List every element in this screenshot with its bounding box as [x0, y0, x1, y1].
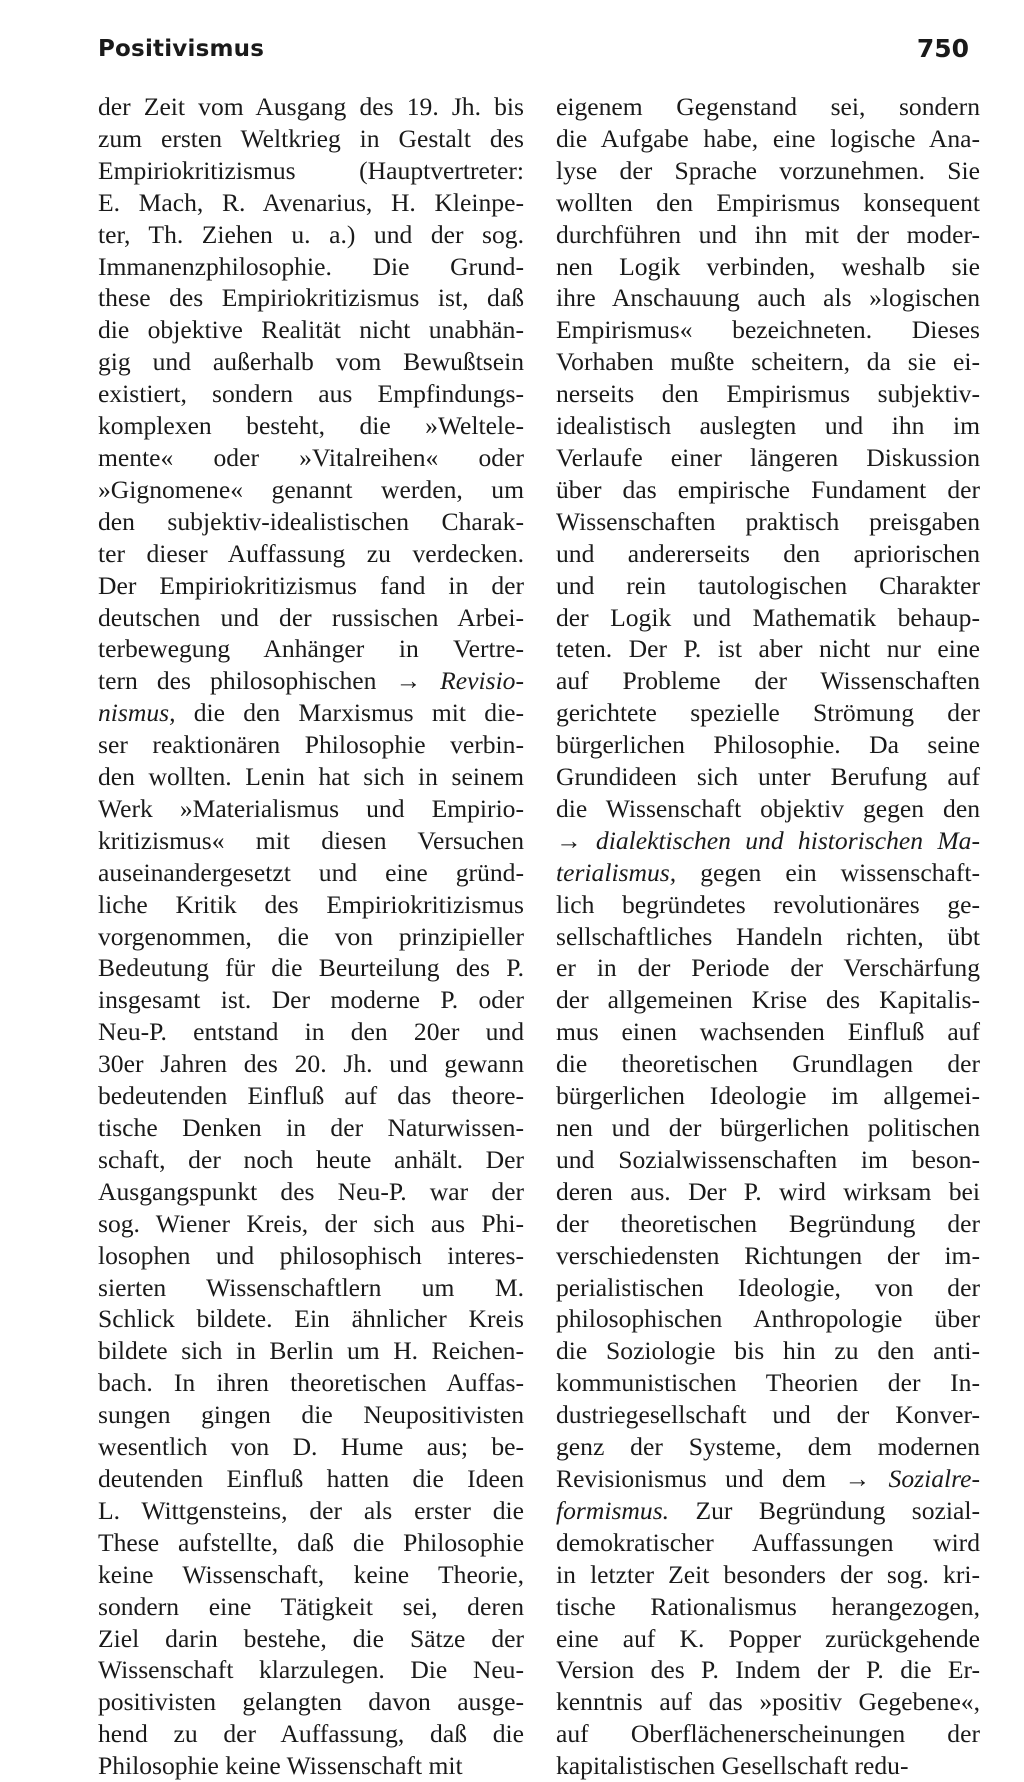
text-line: mus einen wachsenden Einfluß auf [556, 1017, 980, 1047]
text-line: perialistischen Ideologie, von der [556, 1272, 980, 1302]
text-line: Der Empiriokritizismus fand in der [98, 570, 524, 600]
text-line: kenntnis auf das »positiv Gegebene«, [556, 1687, 980, 1717]
text-line: 30er Jahren des 20. Jh. und gewann [98, 1049, 524, 1079]
text-line: keine Wissenschaft, keine Theorie, [98, 1559, 524, 1589]
cross-reference: Revisio- [440, 666, 524, 696]
text-line: These aufstellte, daß die Philosophie [98, 1527, 524, 1557]
text-line: die Soziologie bis hin zu den anti- [556, 1336, 980, 1366]
text-line: auf Probleme der Wissenschaften [556, 666, 980, 696]
text-line: idealistisch auslegten und ihn im [556, 411, 980, 441]
text-line: der theoretischen Begründung der [556, 1208, 980, 1238]
text-line: der Logik und Mathematik behaup- [556, 602, 980, 632]
text-line: Empiriokritizismus (Hauptvertreter: [98, 155, 524, 185]
text-line: Verlaufe einer längeren Diskussion [556, 442, 980, 472]
text-line: die Wissenschaft objektiv gegen den [556, 793, 980, 823]
text-line: ter dieser Auffassung zu verdecken. [98, 538, 524, 568]
text-line: nen Logik verbinden, weshalb sie [556, 251, 980, 281]
text-line: Revisionismus und dem → Sozialre- [556, 1463, 980, 1493]
text-line: ihre Anschauung auch als »logischen [556, 283, 980, 313]
text-line: mente« oder »Vitalreihen« oder [98, 442, 524, 472]
text-line: terialismus, gegen ein wissenschaft- [556, 857, 980, 887]
text-line: die theoretischen Grundlagen der [556, 1049, 980, 1079]
text-line: er in der Periode der Verschärfung [556, 953, 980, 983]
text-line: eigenem Gegenstand sei, sondern [556, 92, 980, 121]
text-line: L. Wittgensteins, der als erster die [98, 1495, 524, 1525]
text-line: Wissenschaften praktisch preisgaben [556, 506, 980, 536]
text-line: Empirismus« bezeichneten. Dieses [556, 315, 980, 345]
cross-reference: formismus. [556, 1495, 670, 1525]
text-line: Ausgangspunkt des Neu-P. war der [98, 1176, 524, 1206]
text-line: philosophischen Anthropologie über [556, 1304, 980, 1334]
text-line: bildete sich in Berlin um H. Reichen- [98, 1336, 524, 1366]
text-line: Immanenzphilosophie. Die Grund- [98, 251, 524, 281]
text-line: wollten den Empirismus konsequent [556, 187, 980, 217]
text-line: sog. Wiener Kreis, der sich aus Phi- [98, 1208, 524, 1238]
text-line: deutschen und der russischen Arbei- [98, 602, 524, 632]
text-line: → dialektischen und historischen Ma- [556, 825, 980, 855]
text-line: Grundideen sich unter Berufung auf [556, 762, 980, 792]
text-line: »Gignomene« genannt werden, um [98, 474, 524, 504]
text-line: die Aufgabe habe, eine logische Ana- [556, 123, 980, 153]
text-line: verschiedensten Richtungen der im- [556, 1240, 980, 1270]
text-line: tische Rationalismus herangezogen, [556, 1591, 980, 1621]
cross-reference: dialektischen und historischen Ma- [595, 825, 980, 855]
text-line: formismus. Zur Begründung sozial- [556, 1495, 980, 1525]
text-column-right [556, 91, 980, 1782]
text-line: genz der Systeme, dem modernen [556, 1432, 980, 1462]
text-line: nerseits den Empirismus subjektiv- [556, 379, 980, 409]
text-line: E. Mach, R. Avenarius, H. Kleinpe- [98, 187, 524, 217]
cross-reference: Sozialre- [888, 1463, 980, 1493]
text-line: eine auf K. Popper zurückgehende [556, 1623, 980, 1653]
text-line: terbewegung Anhänger in Vertre- [98, 634, 524, 664]
text-line: über das empirische Fundament der [556, 474, 980, 504]
running-title: Positivismus [98, 36, 265, 62]
text-line: gerichtete spezielle Strömung der [556, 698, 980, 728]
text-line: zum ersten Weltkrieg in Gestalt des [98, 123, 524, 153]
text-line: nen und der bürgerlichen politischen [556, 1113, 980, 1142]
text-line: deren aus. Der P. wird wirksam bei [556, 1176, 980, 1206]
cross-reference: terialismus, [556, 857, 677, 887]
text-line: tern des philosophischen → Revisio- [98, 666, 524, 696]
text-line: bürgerlichen Philosophie. Da seine [556, 730, 980, 760]
text-line: lich begründetes revolutionäres ge- [556, 889, 980, 919]
text-line: Ziel darin bestehe, die Sätze der [98, 1623, 524, 1653]
text-line: die objektive Realität nicht unabhän- [98, 315, 524, 345]
text-line: den subjektiv-idealistischen Charak- [98, 506, 524, 536]
text-line: sondern eine Tätigkeit sei, deren [98, 1591, 524, 1621]
text-line: tische Denken in der Naturwissen- [98, 1113, 524, 1142]
text-line: bach. In ihren theoretischen Auffas- [98, 1368, 524, 1398]
page-number: 750 [916, 34, 969, 63]
text-line: insgesamt ist. Der moderne P. oder [98, 985, 524, 1015]
cross-reference: nismus, [98, 698, 176, 728]
text-line: komplexen besteht, die »Weltele- [98, 411, 524, 441]
text-line: wesentlich von D. Hume aus; be- [98, 1432, 524, 1462]
text-line: dustriegesellschaft und der Konver- [556, 1400, 980, 1430]
text-line: in letzter Zeit besonders der sog. kri- [556, 1559, 980, 1589]
text-line: Bedeutung für die Beurteilung des P. [98, 953, 524, 983]
text-line: nismus, die den Marxismus mit die- [98, 698, 524, 728]
text-line: gig und außerhalb vom Bewußtsein [98, 347, 524, 377]
text-line: hend zu der Auffassung, daß die [98, 1719, 524, 1749]
text-line: lyse der Sprache vorzunehmen. Sie [556, 155, 980, 185]
text-line: vorgenommen, die von prinzipieller [98, 921, 524, 951]
text-line: und Sozialwissenschaften im beson- [556, 1144, 980, 1174]
text-line: Vorhaben mußte scheitern, da sie ei- [556, 347, 980, 377]
text-line: kapitalistischen Gesellschaft redu- [556, 1751, 909, 1781]
text-line: und rein tautologischen Charakter [556, 570, 980, 600]
text-line: den wollten. Lenin hat sich in seinem [98, 762, 524, 792]
text-line: schaft, der noch heute anhält. Der [98, 1144, 524, 1174]
text-line: durchführen und ihn mit der moder- [556, 219, 980, 249]
text-line: ter, Th. Ziehen u. a.) und der sog. [98, 219, 524, 249]
text-line: der Zeit vom Ausgang des 19. Jh. bis [98, 92, 524, 121]
text-line: teten. Der P. ist aber nicht nur eine [556, 634, 980, 664]
text-line: sellschaftliches Handeln richten, übt [556, 921, 980, 951]
text-line: Version des P. Indem der P. die Er- [556, 1655, 980, 1685]
text-line: Neu-P. entstand in den 20er und [98, 1017, 524, 1047]
text-line: ser reaktionären Philosophie verbin- [98, 730, 524, 760]
text-line: Werk »Materialismus und Empirio- [98, 793, 524, 823]
text-line: positivisten gelangten davon ausge- [98, 1687, 524, 1717]
text-line: these des Empiriokritizismus ist, daß [98, 283, 524, 313]
text-line: auseinandergesetzt und eine gründ- [98, 857, 524, 887]
text-line: kritizismus« mit diesen Versuchen [98, 825, 524, 855]
text-line: demokratischer Auffassungen wird [556, 1527, 980, 1557]
text-line: bedeutenden Einfluß auf das theore- [98, 1081, 524, 1111]
text-line: sungen gingen die Neupositivisten [98, 1400, 524, 1430]
text-line: Wissenschaft klarzulegen. Die Neu- [98, 1655, 524, 1685]
text-line: Philosophie keine Wissenschaft mit [98, 1751, 463, 1781]
text-column-left [98, 91, 524, 1782]
text-line: liche Kritik des Empiriokritizismus [98, 889, 524, 919]
text-line: der allgemeinen Krise des Kapitalis- [556, 985, 980, 1015]
text-line: und andererseits den apriorischen [556, 538, 980, 568]
text-line: existiert, sondern aus Empfindungs- [98, 379, 524, 409]
text-line: sierten Wissenschaftlern um M. [98, 1272, 524, 1302]
text-line: losophen und philosophisch interes- [98, 1240, 524, 1270]
text-line: auf Oberflächenerscheinungen der [556, 1719, 980, 1749]
text-line: kommunistischen Theorien der In- [556, 1368, 980, 1398]
text-line: deutenden Einfluß hatten die Ideen [98, 1463, 524, 1493]
text-line: bürgerlichen Ideologie im allgemei- [556, 1081, 980, 1111]
text-line: Schlick bildete. Ein ähnlicher Kreis [98, 1304, 524, 1334]
